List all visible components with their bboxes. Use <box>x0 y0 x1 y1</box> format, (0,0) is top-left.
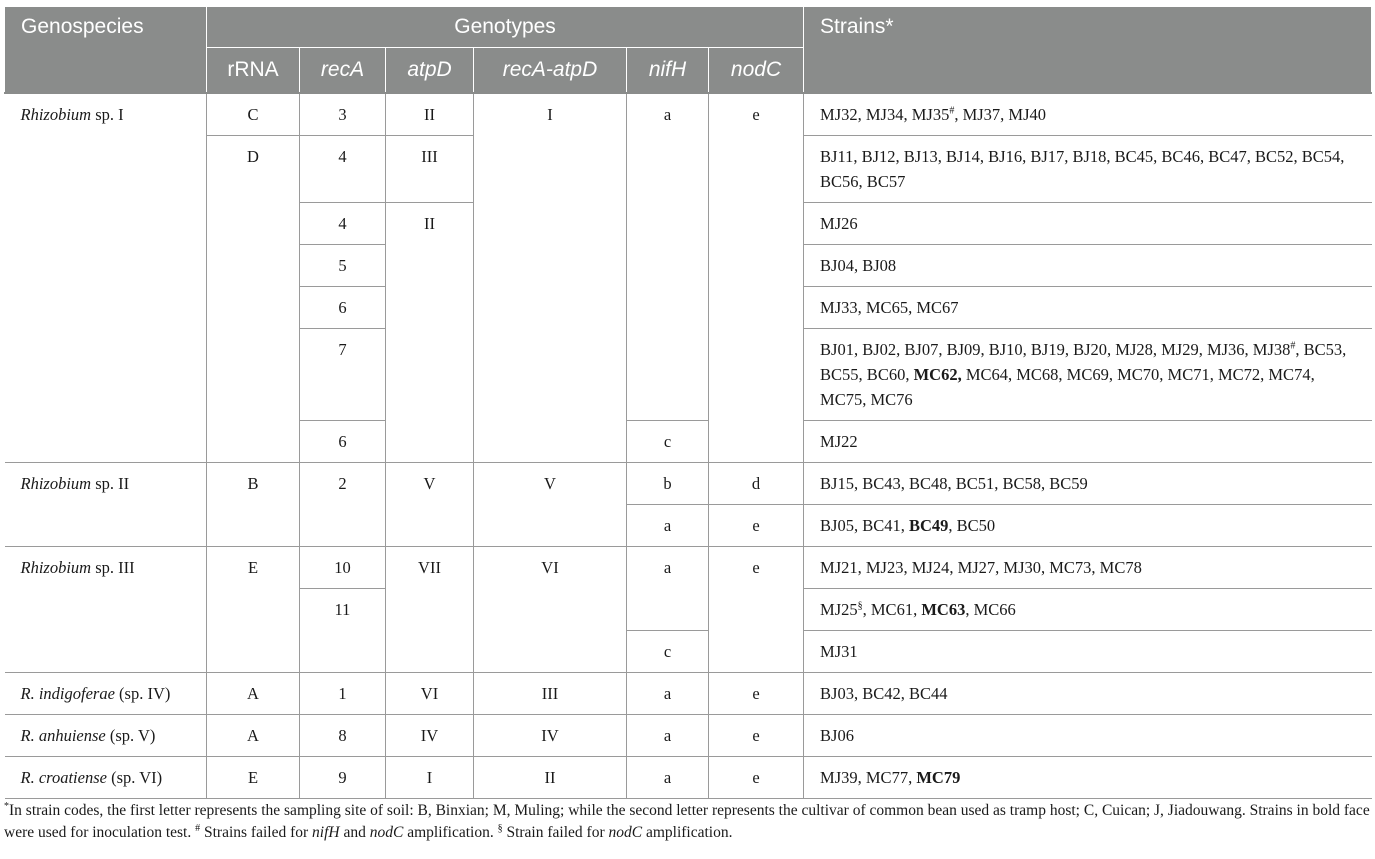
text-run: MJ25 <box>820 600 858 619</box>
footnote-marker: # <box>195 822 201 834</box>
text-run: MJ22 <box>820 432 858 451</box>
cell-nifh: a <box>627 715 709 757</box>
text-run: sp. II <box>91 474 130 493</box>
footnote-marker: § <box>497 822 503 834</box>
header-nifh: nifH <box>627 48 709 94</box>
cell-strains <box>804 673 1372 715</box>
cell-strains <box>804 547 1372 589</box>
cell-nodc: d <box>709 463 804 505</box>
header-recaatpd: recA-atpD <box>474 48 627 94</box>
table-row <box>5 547 1372 589</box>
cell-reca: 6 <box>300 287 386 329</box>
text-run: BC49 <box>908 516 949 535</box>
cell-rrna: E <box>207 757 300 799</box>
text-run: nodC <box>369 824 404 841</box>
text-run: and <box>339 824 370 841</box>
text-run: nifH <box>312 824 340 841</box>
cell-strains <box>804 505 1372 547</box>
cell-nifh: c <box>627 421 709 463</box>
text-run: BJ04, BJ08 <box>820 256 897 275</box>
cell-rrna: A <box>207 715 300 757</box>
text-run: MC64, MC68, MC69, MC70, MC71, MC72, MC74, MC75, MC76 <box>820 365 1315 409</box>
text-run: R. indigoferae <box>20 684 115 703</box>
header-strains: Strains* <box>804 7 1372 94</box>
cell-reca: 5 <box>300 245 386 287</box>
header-genospecies: Genospecies <box>5 7 207 94</box>
cell-nifh: b <box>627 463 709 505</box>
cell-nifh: c <box>627 631 709 673</box>
text-run: nodC <box>608 824 643 841</box>
header-genotypes: Genotypes <box>207 7 804 48</box>
strains-table <box>4 6 1372 799</box>
footnote-marker: § <box>857 600 863 612</box>
text-run: BJ01, BJ02, BJ07, BJ09, BJ10, BJ19, BJ20, MJ28, MJ29, MJ36, MJ38 <box>820 340 1291 359</box>
cell-strains <box>804 329 1372 421</box>
text-run: MJ26 <box>820 214 858 233</box>
text-run: BJ06 <box>820 726 854 745</box>
text-run: BJ05, BC41, <box>820 516 909 535</box>
text-run: MJ32, MJ34, MJ35 <box>820 105 950 124</box>
text-run: MJ31 <box>820 642 858 661</box>
text-run: , MC61, <box>862 600 922 619</box>
cell-strains <box>804 631 1372 673</box>
text-run: (sp. V) <box>105 726 156 745</box>
table-row <box>5 463 1372 505</box>
text-run: , BC53, BC55, BC60, <box>820 340 1347 384</box>
cell-strains <box>804 757 1372 799</box>
cell-genospecies <box>5 547 207 673</box>
cell-reca: 6 <box>300 421 386 463</box>
table-row <box>5 93 1372 136</box>
cell-strains <box>804 93 1372 136</box>
text-run: Strains failed for <box>200 824 313 841</box>
text-run: sp. I <box>91 105 124 124</box>
cell-recaatpd: II <box>474 757 627 799</box>
cell-atpd: I <box>386 757 474 799</box>
cell-rrna: A <box>207 673 300 715</box>
cell-genospecies <box>5 757 207 799</box>
table-row <box>5 715 1372 757</box>
header-rrna: rRNA <box>207 48 300 94</box>
cell-nodc: e <box>709 757 804 799</box>
table-row <box>5 673 1372 715</box>
text-run: , MC66 <box>965 600 1016 619</box>
cell-nodc: e <box>709 673 804 715</box>
text-run: BJ15, BC43, BC48, BC51, BC58, BC59 <box>820 474 1088 493</box>
cell-atpd: II <box>386 203 474 463</box>
text-run: Rhizobium <box>20 474 92 493</box>
cell-nifh: a <box>627 505 709 547</box>
text-run: Rhizobium <box>20 105 92 124</box>
cell-recaatpd: IV <box>474 715 627 757</box>
cell-strains <box>804 463 1372 505</box>
header-nodc: nodC <box>709 48 804 94</box>
cell-genospecies <box>5 715 207 757</box>
cell-nifh: a <box>627 93 709 421</box>
text-run: MJ21, MJ23, MJ24, MJ27, MJ30, MC73, MC78 <box>820 558 1142 577</box>
text-run: , MJ37, MJ40 <box>954 105 1047 124</box>
cell-atpd: VI <box>386 673 474 715</box>
cell-genospecies <box>5 463 207 547</box>
text-run: BJ11, BJ12, BJ13, BJ14, BJ16, BJ17, BJ18, BC45, BC46, BC47, BC52, BC54, BC56, BC57 <box>820 147 1345 191</box>
cell-atpd: III <box>386 136 474 203</box>
cell-atpd: VII <box>386 547 474 673</box>
text-run: In strain codes, the first letter represents the sampling site of soil: B, Binxian; M, Muling; while the second letter represents the cultivar of common bean used as tramp host; C, Cuican; J, Jiadouwang. Strains in bold face were used for inoculation test. <box>4 802 1370 841</box>
text-run: MJ33, MC65, MC67 <box>820 298 959 317</box>
cell-strains <box>804 136 1372 203</box>
cell-nifh: a <box>627 757 709 799</box>
text-run: BJ03, BC42, BC44 <box>820 684 948 703</box>
cell-strains <box>804 245 1372 287</box>
cell-genospecies <box>5 93 207 463</box>
text-run: MC62, <box>913 365 962 384</box>
text-run: R. anhuiense <box>20 726 106 745</box>
text-run: MJ39, MC77, <box>820 768 917 787</box>
header-reca: recA <box>300 48 386 94</box>
table-footnote <box>4 800 1371 844</box>
text-run: Rhizobium <box>20 558 92 577</box>
cell-nifh: a <box>627 673 709 715</box>
cell-reca: 2 <box>300 463 386 547</box>
cell-strains <box>804 715 1372 757</box>
text-run: , BC50 <box>948 516 996 535</box>
text-run: (sp. VI) <box>106 768 163 787</box>
cell-atpd: II <box>386 93 474 136</box>
cell-recaatpd: V <box>474 463 627 547</box>
cell-genospecies <box>5 673 207 715</box>
cell-rrna: E <box>207 547 300 673</box>
cell-nodc: e <box>709 715 804 757</box>
cell-nodc: e <box>709 547 804 673</box>
text-run: (sp. IV) <box>114 684 171 703</box>
text-run: amplification. <box>642 824 733 841</box>
cell-recaatpd: VI <box>474 547 627 673</box>
text-run: Strain failed for <box>502 824 609 841</box>
cell-recaatpd: III <box>474 673 627 715</box>
cell-strains <box>804 203 1372 245</box>
cell-reca: 10 <box>300 547 386 589</box>
cell-strains <box>804 589 1372 631</box>
cell-reca: 3 <box>300 93 386 136</box>
text-run: R. croatiense <box>20 768 107 787</box>
cell-reca: 4 <box>300 136 386 203</box>
cell-reca: 4 <box>300 203 386 245</box>
cell-nodc: e <box>709 93 804 463</box>
header-atpd: atpD <box>386 48 474 94</box>
cell-reca: 8 <box>300 715 386 757</box>
text-run: MC79 <box>916 768 961 787</box>
cell-reca: 11 <box>300 589 386 673</box>
cell-reca: 9 <box>300 757 386 799</box>
text-run: amplification. <box>403 824 498 841</box>
table-row <box>5 757 1372 799</box>
cell-rrna: B <box>207 463 300 547</box>
text-run: MC63 <box>921 600 966 619</box>
cell-atpd: V <box>386 463 474 547</box>
cell-atpd: IV <box>386 715 474 757</box>
footnote-marker: # <box>949 105 955 117</box>
cell-strains <box>804 421 1372 463</box>
footnote-marker: # <box>1290 340 1296 352</box>
cell-reca: 7 <box>300 329 386 421</box>
cell-rrna: C <box>207 93 300 136</box>
cell-recaatpd: I <box>474 93 627 463</box>
cell-reca: 1 <box>300 673 386 715</box>
text-run: sp. III <box>91 558 135 577</box>
cell-rrna: D <box>207 136 300 463</box>
cell-strains <box>804 287 1372 329</box>
footnote-marker: * <box>4 800 9 812</box>
cell-nifh: a <box>627 547 709 631</box>
cell-nodc: e <box>709 505 804 547</box>
